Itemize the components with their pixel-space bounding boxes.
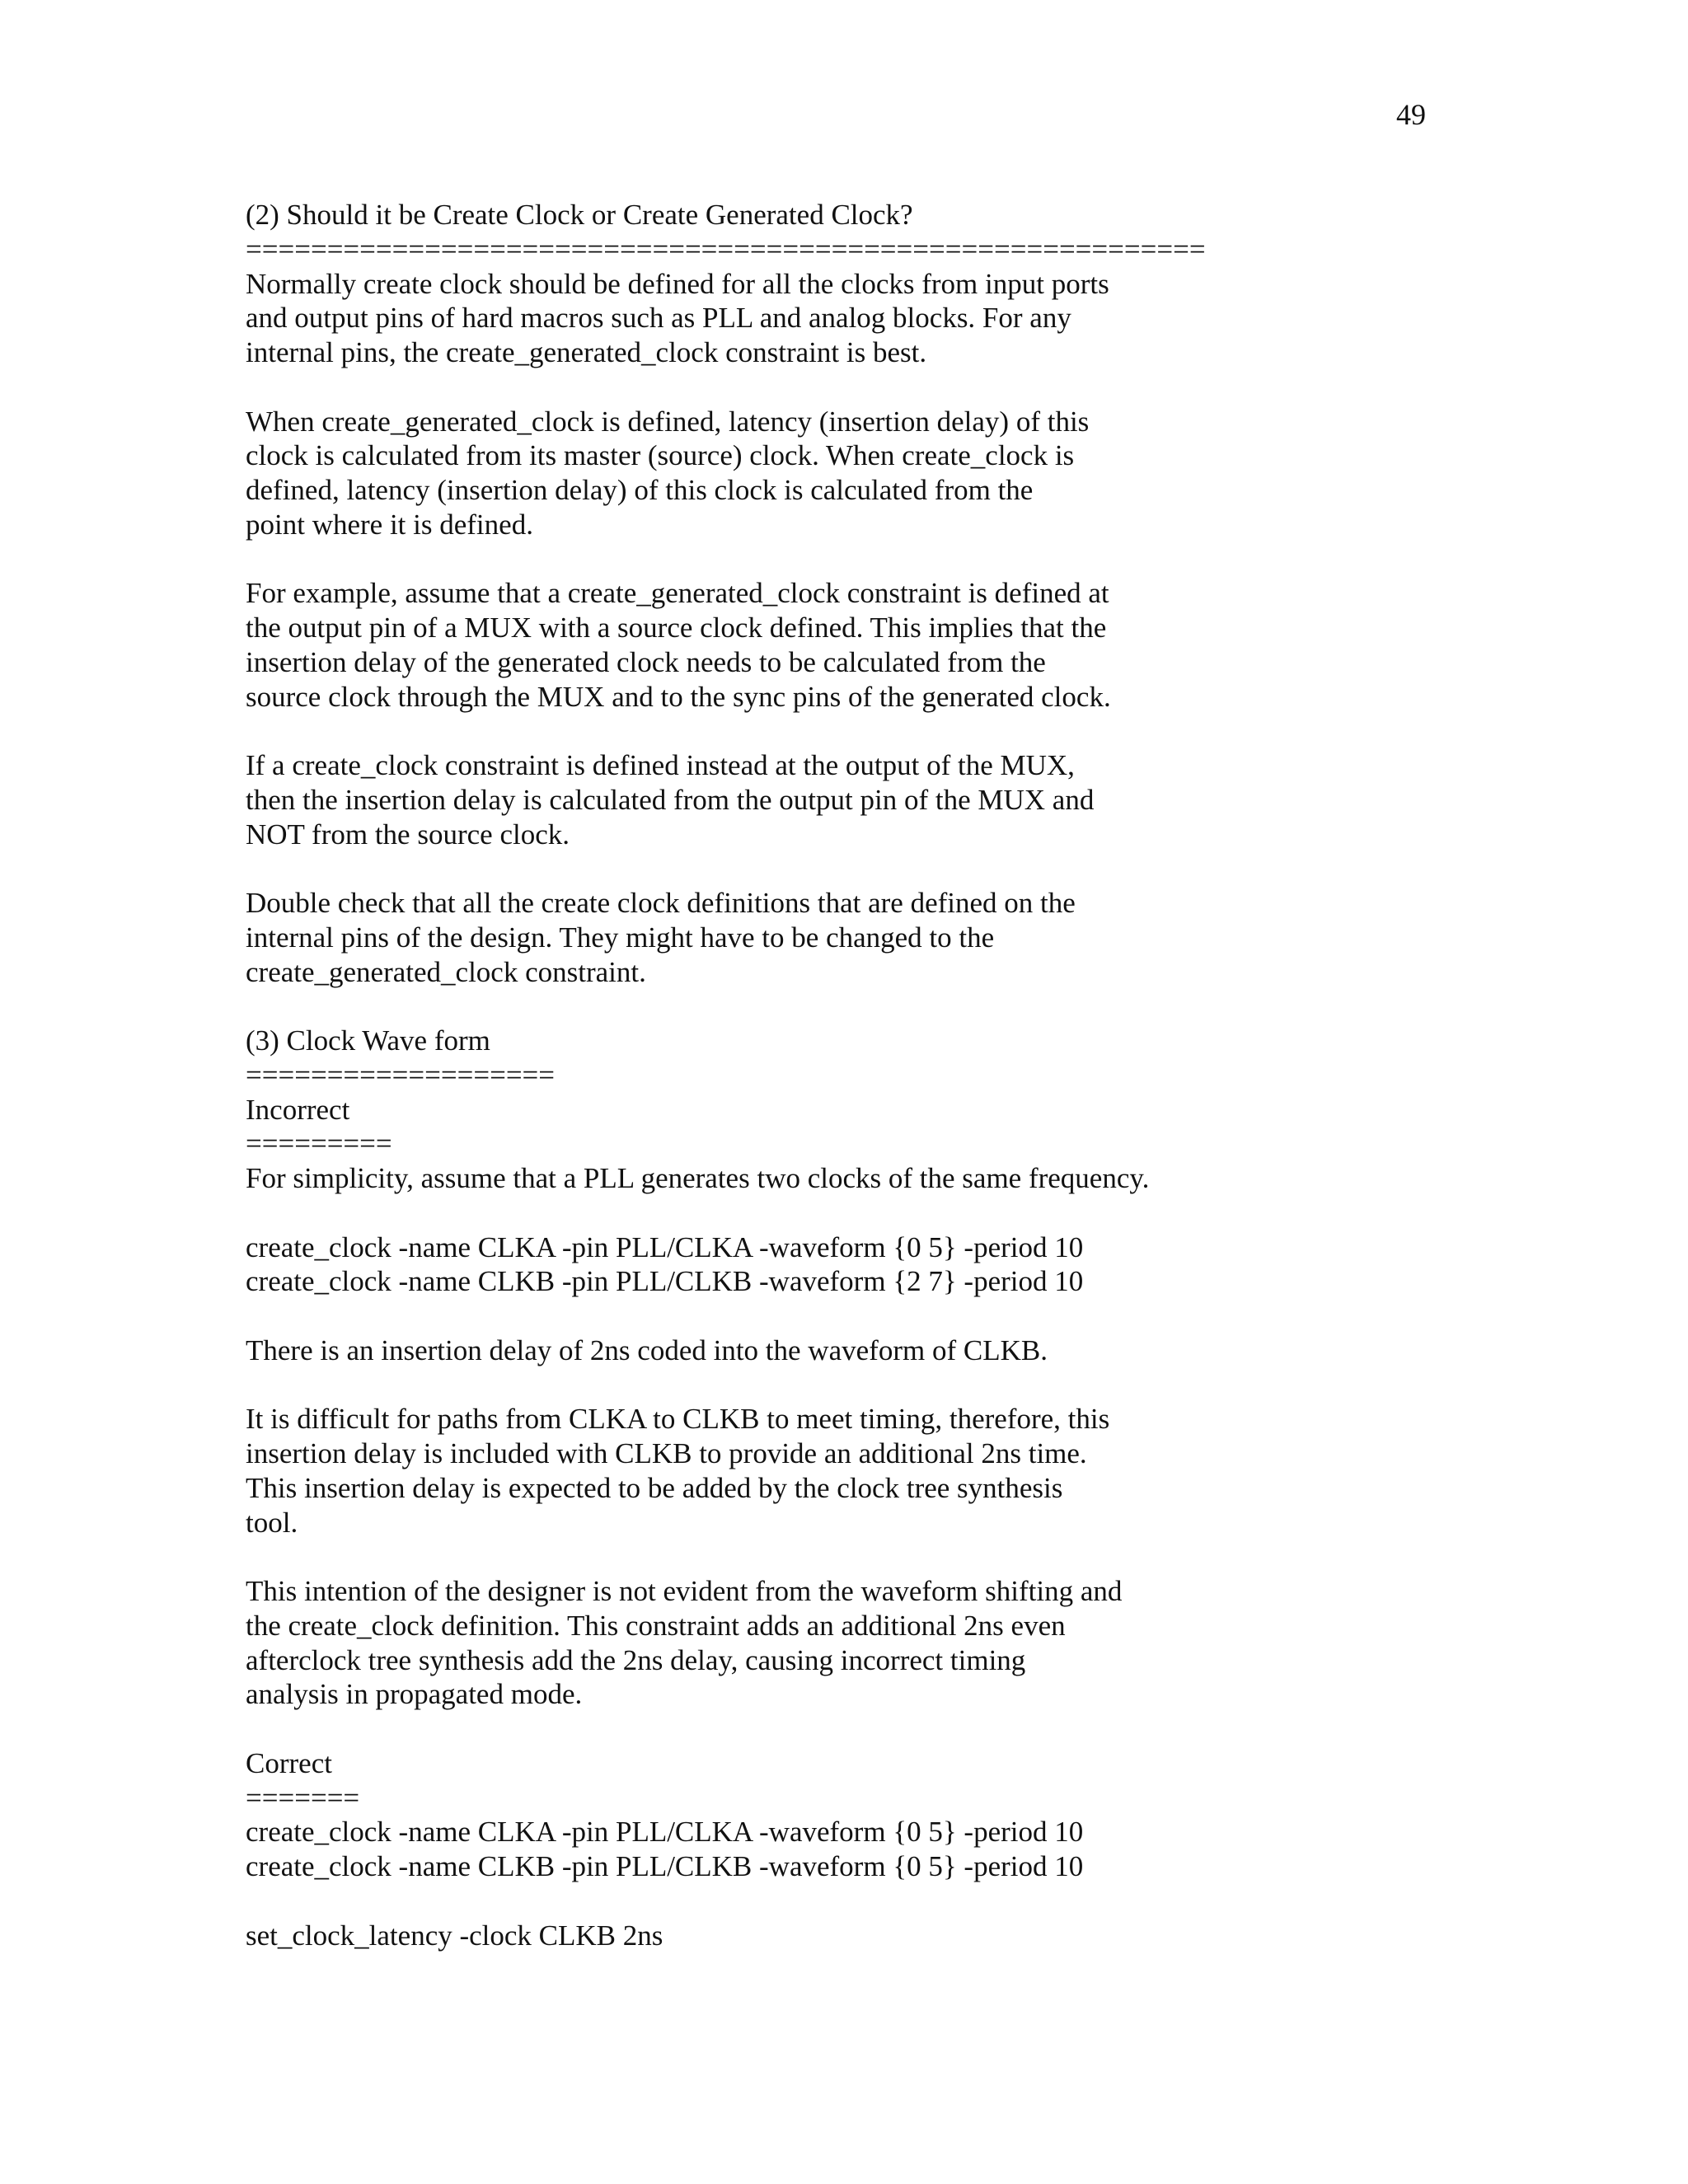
document-body [246, 198, 1482, 1952]
spacer [246, 714, 1482, 748]
code-line: create_clock -name CLKB -pin PLL/CLKB -waveform {0 5} -period 10 [246, 1850, 1084, 1882]
paragraph-line: the output pin of a MUX with a source clock defined. This implies that the [246, 612, 1107, 644]
spacer [246, 851, 1482, 886]
paragraph-line: This insertion delay is expected to be added by the clock tree synthesis [246, 1471, 1063, 1504]
paragraph-line: If a create_clock constraint is defined instead at the output of the MUX, [246, 749, 1075, 781]
code-block [246, 1815, 1482, 1884]
paragraph [246, 1333, 1482, 1368]
paragraph-line: afterclock tree synthesis add the 2ns delay, causing incorrect timing [246, 1643, 1026, 1676]
code-block [246, 1230, 1482, 1300]
spacer [246, 1712, 1482, 1746]
paragraph [246, 405, 1482, 542]
page-number: 49 [1396, 98, 1426, 131]
code-block [246, 1919, 1482, 1953]
paragraph [246, 886, 1482, 989]
spacer [246, 1884, 1482, 1919]
paragraph-line: and output pins of hard macros such as PLL and analog blocks. For any [246, 302, 1071, 335]
paragraph-line: When create_generated_clock is defined, latency (insertion delay) of this [246, 405, 1090, 438]
section-heading: (2) Should it be Create Clock or Create Generated Clock? [246, 199, 913, 231]
paragraph-line: For example, assume that a create_generated_clock constraint is defined at [246, 577, 1109, 610]
paragraph [246, 1574, 1482, 1712]
paragraph-line: NOT from the source clock. [246, 818, 570, 851]
spacer [246, 1299, 1482, 1333]
paragraph-line: defined, latency (insertion delay) of this clock is calculated from the [246, 474, 1034, 506]
paragraph-line: For simplicity, assume that a PLL generates two clocks of the same frequency. [246, 1162, 1150, 1194]
spacer [246, 1368, 1482, 1403]
code-line: create_clock -name CLKB -pin PLL/CLKB -waveform {2 7} -period 10 [246, 1265, 1084, 1298]
paragraph-line: then the insertion delay is calculated from the output pin of the MUX and [246, 783, 1095, 816]
paragraph-line: source clock through the MUX and to the sync pins of the generated clock. [246, 680, 1111, 713]
spacer [246, 370, 1482, 405]
heading-underline: =================== [246, 1058, 556, 1091]
paragraph [246, 1161, 1482, 1196]
paragraph-line: insertion delay is included with CLKB to provide an additional 2ns time. [246, 1437, 1087, 1469]
paragraph-line: the create_clock definition. This constraint adds an additional 2ns even [246, 1609, 1066, 1642]
section-heading: (3) Clock Wave form [246, 1024, 490, 1057]
paragraph [246, 267, 1482, 370]
spacer [246, 989, 1482, 1024]
paragraph-line: Normally create clock should be defined for all the clocks from input ports [246, 267, 1109, 300]
paragraph-line: It is difficult for paths from CLKA to CLKB to meet timing, therefore, this [246, 1403, 1110, 1436]
heading-underline: =========================================================== [246, 232, 1206, 265]
subheading-correct: Correct [246, 1746, 332, 1779]
spacer [246, 542, 1482, 577]
paragraph [246, 748, 1482, 851]
paragraph [246, 1402, 1482, 1540]
paragraph [246, 576, 1482, 714]
paragraph-line: Double check that all the create clock definitions that are defined on the [246, 887, 1076, 919]
code-line: set_clock_latency -clock CLKB 2ns [246, 1919, 663, 1952]
paragraph-line: internal pins of the design. They might have to be changed to the [246, 921, 995, 954]
spacer [246, 1540, 1482, 1574]
paragraph-line: There is an insertion delay of 2ns coded into the waveform of CLKB. [246, 1333, 1048, 1366]
subheading-underline: ========= [246, 1127, 392, 1160]
paragraph-line: create_generated_clock constraint. [246, 955, 646, 988]
paragraph-line: insertion delay of the generated clock needs to be calculated from the [246, 645, 1046, 678]
subheading-underline: ======= [246, 1781, 360, 1814]
subheading-incorrect: Incorrect [246, 1093, 350, 1126]
paragraph-line: clock is calculated from its master (source) clock. When create_clock is [246, 439, 1075, 472]
paragraph-line: This intention of the designer is not evident from the waveform shifting and [246, 1575, 1123, 1607]
paragraph-line: tool. [246, 1506, 298, 1539]
code-line: create_clock -name CLKA -pin PLL/CLKA -waveform {0 5} -period 10 [246, 1816, 1084, 1849]
paragraph-line: point where it is defined. [246, 508, 533, 541]
code-line: create_clock -name CLKA -pin PLL/CLKA -waveform {0 5} -period 10 [246, 1230, 1084, 1263]
spacer [246, 1196, 1482, 1230]
paragraph-line: internal pins, the create_generated_clock constraint is best. [246, 336, 927, 368]
paragraph-line: analysis in propagated mode. [246, 1678, 583, 1711]
